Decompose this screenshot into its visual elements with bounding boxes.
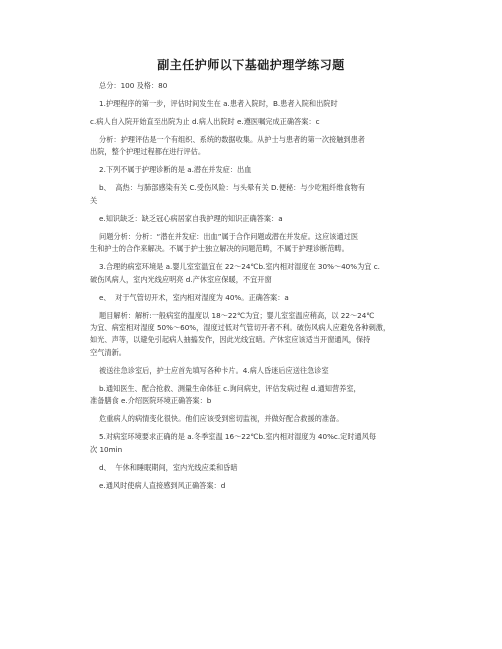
paragraph: 3.合理的病室环境是 a.婴儿室室温宜在 22～24℃b.室内相对湿度在 30%～40%为宜 c. 破伤风病人，室内光线应明亮 d.产休室应保暖，不宜开窗 xyxy=(90,262,380,284)
document-body xyxy=(90,80,424,498)
paragraph: e、 对于气管切开术，室内相对湿度为 40%。正确答案：a xyxy=(99,292,289,302)
paragraph: c.病人自入院开始直至出院为止 d.病人出院时 e.遵医嘱完成正确答案：c xyxy=(90,117,320,126)
paragraph: 危重病人的病情变化很快。他们应该受到密切监视，并做好配合救援的准备。 xyxy=(99,414,344,424)
paragraph: 5.对病室环境要求正确的是 a.冬季室温 16～22℃b.室内相对湿度为 40%c.定时通风每 次 10min xyxy=(90,432,377,454)
paragraph: 1.护理程序的第一步，评估时间发生在 a.患者入院时，B.患者入院和出院时 xyxy=(99,99,338,108)
paragraph: b、 高热：与肺部感染有关 C.受伤风险：与头晕有关 D.便秘：与少吃粗纤维食物有 关 xyxy=(90,183,366,205)
paragraph: 总分：100 及格：80 xyxy=(99,81,168,90)
paragraph: 分析：护理评估是一个有组织、系统的数据收集。从护士与患者的第一次接触到患者 出院，整个护理过程都在进行评估。 xyxy=(90,135,365,157)
paragraph: e.知识缺乏：缺乏冠心病居家自我护理的知识正确答案：a xyxy=(99,213,283,223)
paragraph: 问题分析：分析：“潜在并发症：出血”属于合作问题或潜在并发症。这应该通过医 生和护士的合作来解决。不属于护士独立解决的问题范畴，不属于护理诊断范畴。 xyxy=(90,231,359,254)
page-title: 副主任护师以下基础护理学练习题 xyxy=(157,58,345,72)
paragraph: b.通知医生、配合抢救、测量生命体征 c.询问病史，评估发病过程 d.通知营养室， 准备膳食 e.介绍医院环境正确答案：b xyxy=(90,383,361,406)
paragraph: 被送往急诊室后，护士应首先填写各种卡片。4.病人昏迷后应送往急诊室 xyxy=(99,365,329,375)
paragraph: 题目解析：解析:一般病室的温度以 18～22℃为宜；婴儿室室温应稍高，以 22～24℃ 为宜、病室相对湿度 50%～60%，湿度过低对气管切开者不利。破伤风病人应避免各种刺激， 如光、声等，以避免引起病人抽搐发作，因此光线宜暗。产休室应该适当开窗通风，保持 空气清新。 xyxy=(90,310,391,357)
paragraph: e.通风时使病人直接感到风正确答案：d xyxy=(99,480,226,490)
paragraph: 2.下列不属于护理诊断的是 a.潜在并发症：出血 xyxy=(99,165,252,175)
paragraph: d、 午休和睡眠期间，室内光线应柔和昏暗 xyxy=(99,462,238,472)
